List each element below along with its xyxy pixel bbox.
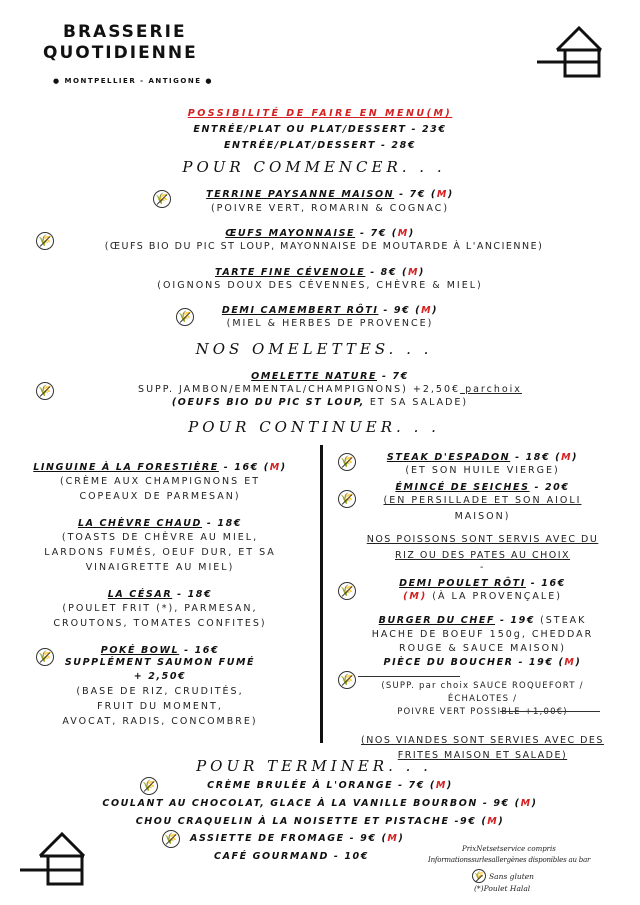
- sauce-supp: (SUPP. par choix SAUCE ROQUEFORT / ÉCHALOTES / POIVRE VERT POSSIBLE +1,00€): [381, 681, 584, 717]
- gluten-free-icon: 🌾: [338, 453, 356, 471]
- dish-terrine: TERRINE PAYSANNE MAISON - 7€ (M): [206, 189, 454, 200]
- dish-oeufs-desc: (ŒUFS BIO DU PIC ST LOUP, MAYONNAISE DE MOUTARDE À L'ANCIENNE): [104, 241, 544, 252]
- section-mains: POUR CONTINUER. . .: [188, 418, 440, 436]
- section-desserts: POUR TERMINER. . .: [196, 757, 432, 775]
- gluten-free-icon: 🌾: [338, 490, 356, 508]
- gluten-free-icon: 🌾: [176, 308, 194, 326]
- gluten-free-icon: 🌾: [338, 671, 356, 689]
- gluten-free-icon: 🌾: [153, 190, 171, 208]
- dish-poulet: DEMI POULET RÔTI - 16€: [399, 578, 566, 589]
- gluten-free-icon: 🌾: [472, 869, 486, 883]
- footer-allergenes: Informationssurlesallergènes disponibles au bar: [428, 856, 591, 864]
- dish-linguine-desc: (CRÈME AUX CHAMPIGNONS ET COPEAUX DE PARMESAN): [59, 476, 261, 502]
- gluten-free-icon: 🌾: [140, 777, 158, 795]
- dessert-chou: CHOU CRAQUELIN À LA NOISETTE ET PISTACHE -9€ (M): [135, 816, 505, 827]
- dish-espadon: STEAK D'ESPADON - 18€ (M): [386, 452, 579, 463]
- dessert-fromage: ASSIETTE DE FROMAGE - 9€ (M): [190, 833, 405, 844]
- section-starters: POUR COMMENCER. . .: [182, 158, 446, 176]
- dessert-coulant: COULANT AU CHOCOLAT, GLACE À LA VANILLE BOURBON - 9€ (M): [102, 798, 538, 809]
- house-logo-icon: [535, 24, 607, 80]
- dish-camembert-desc: (MIEL & HERBES DE PROVENCE): [226, 318, 434, 329]
- viandes-note: (NOS VIANDES SONT SERVIES AVEC DES FRITES MAISON ET SALADE): [361, 735, 604, 761]
- menu-offer-line1: ENTRÉE/PLAT OU PLAT/DESSERT - 23€: [193, 124, 447, 135]
- dish-piece: PIÈCE DU BOUCHER - 19€ (M): [383, 657, 582, 668]
- brand-line2: QUOTIDIENNE: [43, 43, 198, 63]
- gluten-free-icon: 🌾: [36, 648, 54, 666]
- left-column: [0, 462, 320, 729]
- dessert-creme: CRÈME BRULÉE À L'ORANGE - 7€ (M): [207, 780, 453, 791]
- divider: [358, 676, 460, 677]
- dish-poke: POKÉ BOWL - 16€: [100, 645, 220, 656]
- dish-omelette-supp: SUPP. JAMBON/EMMENTAL/CHAMPIGNONS) +2,50€ parchoix: [138, 384, 522, 395]
- brand-line1: BRASSERIE: [63, 22, 187, 42]
- dish-burger: BURGER DU CHEF - 19€ (STEAK: [378, 615, 587, 626]
- divider: [500, 711, 600, 712]
- footer-prix: PrixNetsetservice compris: [462, 845, 556, 853]
- dish-cesar-desc: (POULET FRIT (*), PARMESAN, CROUTONS, TOMATES CONFITES): [53, 603, 267, 629]
- menu-offer-line2: ENTRÉE/PLAT/DESSERT - 28€: [223, 140, 417, 151]
- dessert-cafe: CAFÉ GOURMAND - 10€: [214, 851, 369, 862]
- dish-burger-desc: HACHE DE BOEUF 150g, CHEDDAR ROUGE & SAUCE MAISON): [371, 629, 594, 654]
- poissons-note: NOS POISSONS SONT SERVIS AVEC DU RIZ OU DES PATES AU CHOIX -: [366, 534, 599, 573]
- section-omelettes: NOS OMELETTES. . .: [195, 340, 433, 358]
- dish-poulet-desc: (M) (À LA PROVENÇALE): [403, 591, 562, 602]
- gluten-free-icon: 🌾: [36, 232, 54, 250]
- dish-camembert: DEMI CAMEMBERT RÔTI - 9€ (M): [221, 305, 439, 316]
- dish-espadon-desc: (ET SON HUILE VIERGE): [405, 465, 560, 476]
- menu-offer-title: POSSIBILITÉ DE FAIRE EN MENU(M): [187, 108, 453, 119]
- brand-location: ● MONTPELLIER - ANTIGONE ●: [53, 77, 214, 85]
- gluten-free-icon: 🌾: [162, 830, 180, 848]
- footer-halal: (*)Poulet Halal: [474, 884, 531, 893]
- column-divider: [320, 445, 323, 743]
- footer-sans-gluten: Sans gluten: [489, 872, 534, 881]
- house-logo-icon: [18, 830, 90, 888]
- dish-seiches-desc: (EN PERSILLADE ET SON AIOLI MAISON): [383, 495, 582, 522]
- dish-tarte: TARTE FINE CÉVENOLE - 8€ (M): [215, 267, 425, 278]
- dish-omelette-bio: (OEUFS BIO DU PIC ST LOUP, ET SA SALADE): [171, 397, 469, 408]
- dish-terrine-desc: (POIVRE VERT, ROMARIN & COGNAC): [210, 203, 450, 214]
- gluten-free-icon: 🌾: [338, 582, 356, 600]
- gluten-free-icon: 🌾: [36, 382, 54, 400]
- right-column: [325, 452, 640, 763]
- dish-omelette: OMELETTE NATURE - 7€: [251, 371, 409, 382]
- dish-poke-desc: (BASE DE RIZ, CRUDITÉS, FRUIT DU MOMENT, AVOCAT, RADIS, CONCOMBRE): [62, 686, 258, 727]
- dish-seiches: ÉMINCÉ DE SEICHES - 20€: [395, 482, 570, 493]
- dish-linguine: LINGUINE À LA FORESTIÈRE - 16€ (M): [33, 462, 287, 473]
- dish-cesar: LA CÉSAR - 18€: [107, 589, 213, 600]
- dish-oeufs: ŒUFS MAYONNAISE - 7€ (M): [225, 228, 415, 239]
- dish-poke-supp: SUPPLÉMENT SAUMON FUMÉ + 2,50€: [64, 657, 256, 682]
- dish-tarte-desc: (OIGNONS DOUX DES CÉVENNES, CHÈVRE & MIEL): [157, 280, 483, 291]
- brand-logo: [43, 22, 198, 64]
- dish-chevre-desc: (TOASTS DE CHÈVRE AU MIEL, LARDONS FUMÉS, OEUF DUR, ET SA VINAIGRETTE AU MIEL): [44, 532, 276, 573]
- dish-chevre: LA CHÈVRE CHAUD - 18€: [77, 518, 243, 529]
